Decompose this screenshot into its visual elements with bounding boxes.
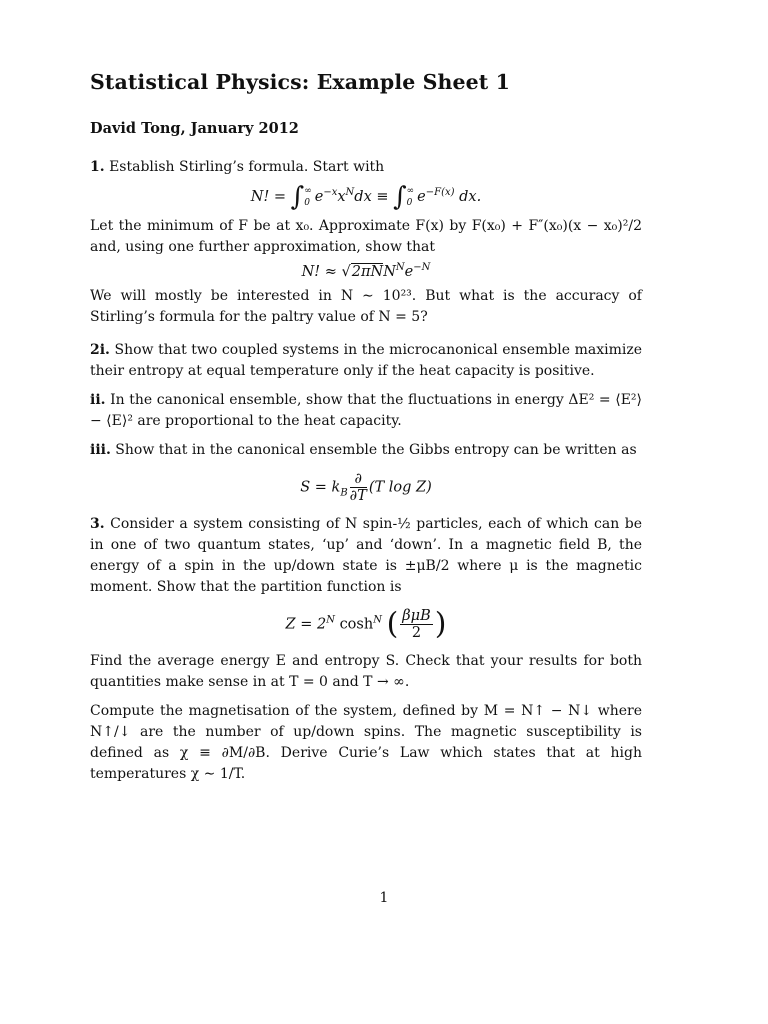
q2iii-paragraph xyxy=(90,440,642,461)
q1-equation-1: N! = ∫ ∞ 0 $e^{-x}x^Ndx$ ≡ ∫ ∞ 0 $e^{-F(x)}$ dx. xyxy=(250,182,482,212)
q2ii-number: ii. xyxy=(90,392,106,408)
document-page xyxy=(90,70,642,785)
q2ii-paragraph xyxy=(90,390,642,432)
q2ii-text: In the canonical ensemble, show that the fluctuations in energy ΔE² = ⟨E²⟩ − ⟨E⟩² are proportional to the heat capacity. xyxy=(90,392,642,429)
q3-paragraph-1 xyxy=(90,514,642,598)
q2-equation: $S = k_B$ $\frac{\partial}{\partial T}$ (T log Z) xyxy=(300,471,432,504)
q2iii-number: iii. xyxy=(90,442,111,458)
q1-intro-text: Establish Stirling’s formula. Start with xyxy=(109,159,385,175)
q2iii-text: Show that in the canonical ensemble the Gibbs entropy can be written as xyxy=(115,442,637,458)
q3-paragraph-3: Compute the magnetisation of the system, defined by M = N↑ − N↓ where N↑/↓ are the number of up/down spins. The magnetic susceptibility is defined as χ ≡ ∂M/∂B. Derive Curie’s Law which states that at high temperatures χ ∼ 1/T. xyxy=(90,703,642,782)
page-title: Statistical Physics: Example Sheet 1 xyxy=(90,70,510,94)
q1-paragraph-3: We will mostly be interested in N ∼ 10²³. But what is the accuracy of Stirling’s formula for the paltry value of N = 5? xyxy=(90,288,642,325)
q3-paragraph-2: Find the average energy E and entropy S. Check that your results for both quantities make sense in at T = 0 and T → ∞. xyxy=(90,653,642,690)
q2i-number: 2i. xyxy=(90,342,110,358)
q3-text-1: Consider a system consisting of N spin-½ particles, each of which can be in one of two quantum states, ‘up’ and ‘down’. In a magnetic field B, the energy of a spin in the up/down state is ±μB/2 where μ is the magnetic moment. Show that the partition function is xyxy=(90,516,643,595)
q1-equation-2: N! ≈ $√2\pi NN^Ne^{-N}$ xyxy=(301,262,431,280)
q2i-paragraph xyxy=(90,340,642,382)
q1-intro xyxy=(90,157,642,178)
q2i-text: Show that two coupled systems in the microcanonical ensemble maximize their entropy at equal temperature only if the heat capacity is positive. xyxy=(90,342,642,379)
q1-number: 1. xyxy=(90,159,105,175)
page-number: 1 xyxy=(379,890,389,906)
author-line: David Tong, January 2012 xyxy=(90,120,299,137)
q3-equation: $Z = 2^N$ $\cosh^N$ ( $\frac{\text{βμB}}{2}$ ) xyxy=(285,606,447,642)
q1-paragraph-2: Let the minimum of F be at x₀. Approximate F(x) by F(x₀) + F″(x₀)(x − x₀)²/2 and, using one further approximation, show that xyxy=(90,218,642,255)
q3-number: 3. xyxy=(90,516,105,532)
